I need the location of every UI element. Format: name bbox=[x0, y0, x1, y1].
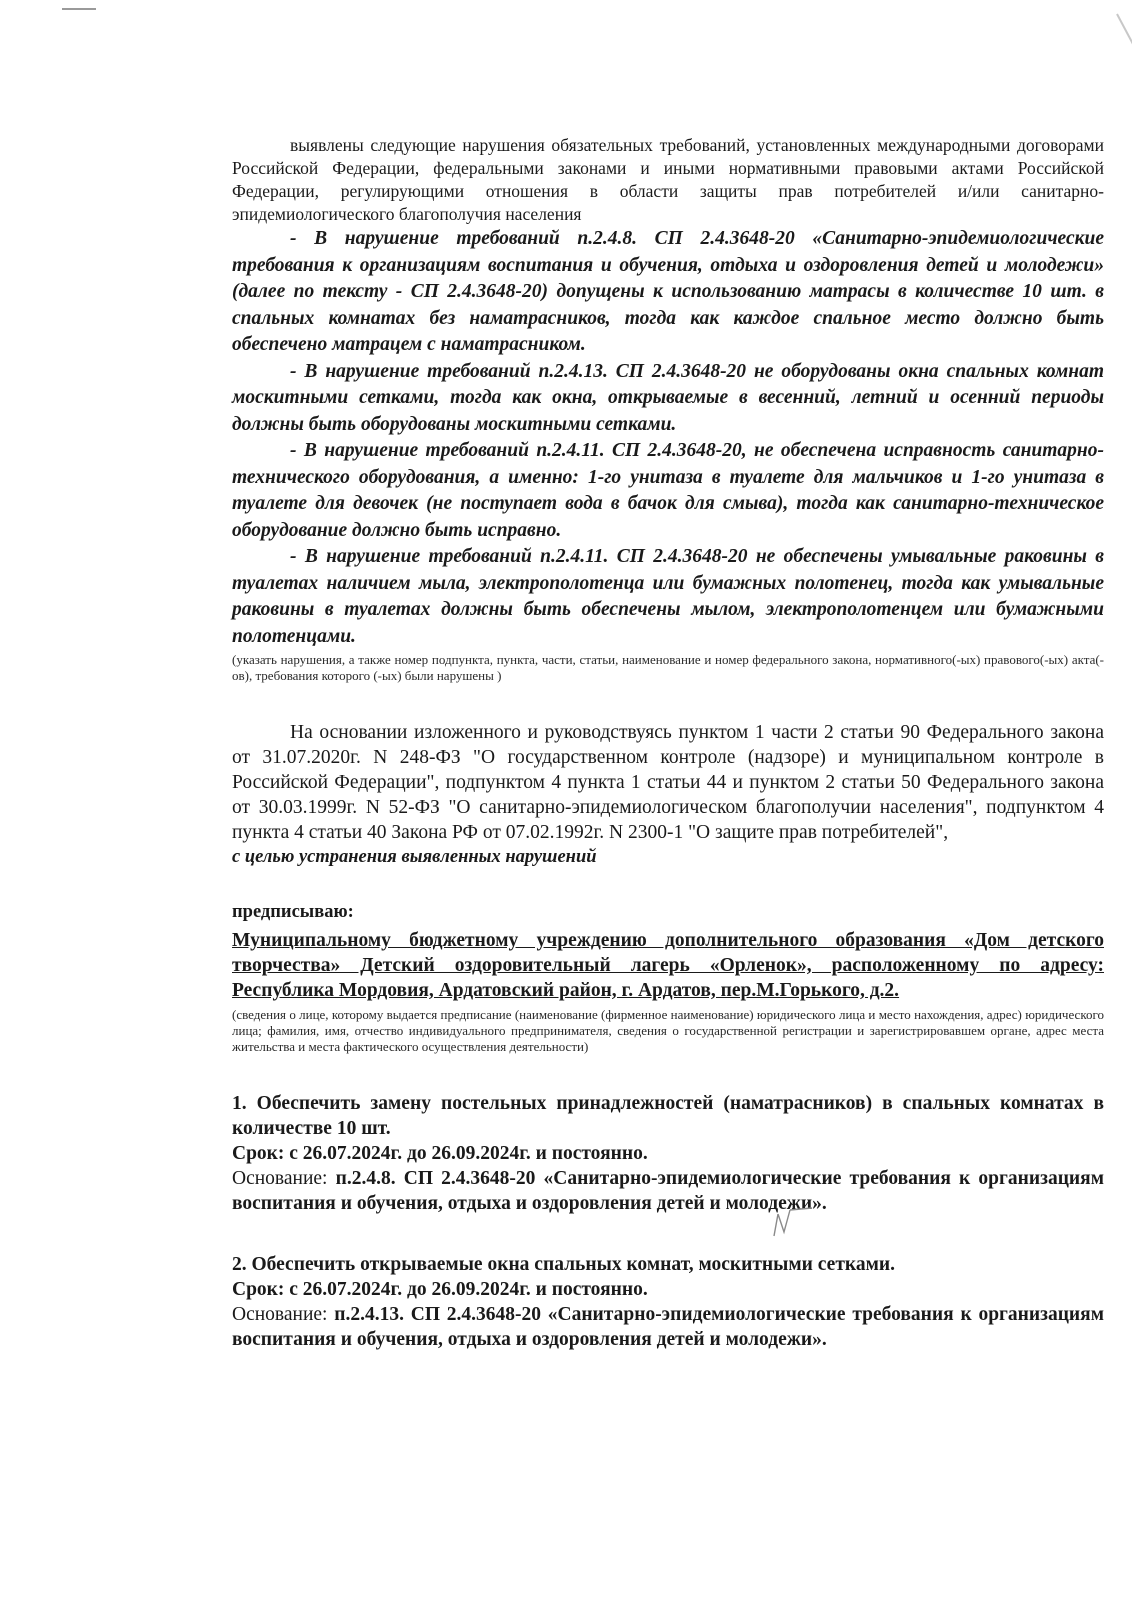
handwritten-initial-mark bbox=[768, 1206, 818, 1240]
item-grounds bbox=[232, 1302, 1104, 1352]
scan-edge-mark bbox=[1116, 14, 1132, 77]
intro-paragraph: выявлены следующие нарушения обязательных требований, установленных международными договорами Российской Федерации, федеральными законами и иными нормативными правовыми актами Российской Федерации, регулирующими отношения в области защиты прав потребителей и/или санитарно-эпидемиологического благополучия населения bbox=[232, 135, 1104, 224]
document-page bbox=[232, 134, 1104, 1352]
purpose-line: с целью устранения выявленных нарушений bbox=[232, 847, 597, 867]
item-task: 1. Обеспечить замену постельных принадлежностей (наматрасников) в спальных комнатах в количестве 10 шт. bbox=[232, 1093, 1104, 1139]
grounds-label: Основание: bbox=[232, 1304, 328, 1325]
grounds-text: п.2.4.13. СП 2.4.3648-20 «Санитарно-эпидемиологические требования к организациям воспитания и обучения, отдыха и оздоровления детей и молодежи». bbox=[232, 1304, 1104, 1350]
violation-1: - В нарушение требований п.2.4.8. СП 2.4.3648-20 «Санитарно-эпидемиологические требования к организациям воспитания и обучения, отдыха и оздоровления детей и молодежи» (далее по тексту - СП 2.4.3648-20) допущены к использованию матрасы в количестве 10 шт. в спальных комнатах без наматрасников, тогда как каждое спальное место должно быть обеспечено матрацем с наматрасником. bbox=[232, 228, 1104, 355]
grounds-text: п.2.4.8. СП 2.4.3648-20 «Санитарно-эпидемиологические требования к организациям воспитания и обучения, отдыха и оздоровления детей и молодежи». bbox=[232, 1168, 1104, 1214]
prescription-item-2 bbox=[232, 1252, 1104, 1352]
violations-note: (указать нарушения, а также номер подпункта, пункта, части, статьи, наименование и номер федерального закона, нормативного(-ых) правового(-ых) акта(-ов), требования которого (-ых) были нарушены ) bbox=[232, 652, 1104, 683]
grounds-label: Основание: bbox=[232, 1168, 328, 1189]
item-term: Срок: с 26.07.2024г. до 26.09.2024г. и постоянно. bbox=[232, 1143, 648, 1164]
violation-3: - В нарушение требований п.2.4.11. СП 2.4.3648-20, не обеспечена исправность санитарно-технического оборудования, а именно: 1-го унитаза в туалете для мальчиков и 1-го унитаза в туалете для девочек (не поступает вода в бачок для смыва), тогда как санитарно-техническое оборудование должно быть исправно. bbox=[232, 440, 1104, 541]
violation-4: - В нарушение требований п.2.4.11. СП 2.4.3648-20 не обеспечены умывальные раковины в туалетах наличием мыла, электрополотенца или бумажных полотенец, тогда как умывальные раковины в туалетах должны быть обеспечены мылом, электрополотенцем или бумажными полотенцами. bbox=[232, 546, 1104, 647]
item-term: Срок: с 26.07.2024г. до 26.09.2024г. и постоянно. bbox=[232, 1279, 648, 1300]
legal-basis-paragraph: На основании изложенного и руководствуясь пунктом 1 части 2 статьи 90 Федерального закона от 31.07.2020г. N 248-ФЗ "О государственном контроле (надзоре) и муниципальном контроле в Российской Федерации", подпунктом 4 пункта 1 статьи 44 и пунктом 2 статьи 50 Федерального закона от 30.03.1999г. N 52-ФЗ "О санитарно-эпидемиологическом благополучии населения", подпунктом 4 пункта 4 статьи 40 Закона РФ от 07.02.1992г. N 2300-1 "О защите прав потребителей", bbox=[232, 722, 1104, 843]
violation-2: - В нарушение требований п.2.4.13. СП 2.4.3648-20 не оборудованы окна спальных комнат москитными сетками, тогда как окна, открываемые в весенний, летний и осенний периоды должны быть оборудованы москитными сетками. bbox=[232, 360, 1104, 435]
item-task: 2. Обеспечить открываемые окна спальных комнат, москитными сетками. bbox=[232, 1254, 895, 1275]
item-grounds bbox=[232, 1166, 1104, 1216]
prescription-item-1 bbox=[232, 1091, 1104, 1216]
recipient-organization: Муниципальному бюджетному учреждению дополнительного образования «Дом детского творчества» Детский оздоровительный лагерь «Орленок», расположенному по адресу: Республика Мордовия, Ардатовский район, г. Ардатов, пер.М.Горького, д.2. bbox=[232, 930, 1104, 1001]
prescribe-heading: предписываю: bbox=[232, 902, 354, 922]
recipient-note: (сведения о лице, которому выдается предписание (наименование (фирменное наименование) юридического лица и место нахождения, адрес) юридического лица; фамилия, имя, отчество индивидуального предпринимателя, сведения о государственной регистрации и зарегистрировавшем органе, адрес места жительства и места фактического осуществления деятельности) bbox=[232, 1007, 1104, 1054]
scan-edge-mark bbox=[62, 8, 96, 10]
